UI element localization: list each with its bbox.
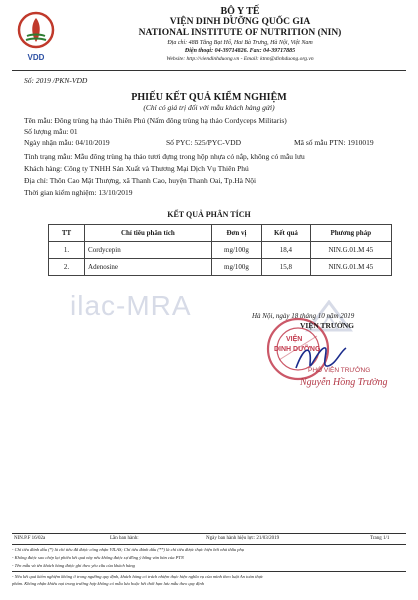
col-unit: Đơn vị (211, 225, 261, 242)
header-block (80, 6, 400, 63)
results-table (48, 224, 392, 276)
table-row (49, 259, 392, 276)
issue-label: Lần ban hành: (110, 536, 139, 541)
issue-date: Ngày ban hành hiệu lực: 21/03/2019 (206, 536, 280, 541)
footer-note: phẩm. Không nhận khiếu nại trong trường hợp không có mẫu lưu hoặc hết thời hạn lưu mẫu theo quy định (12, 581, 205, 586)
sign-date: Hà Nội, ngày 18 tháng 10 năm 2019 (252, 312, 355, 320)
ilac-mra-watermark: ilac-MRA (70, 290, 192, 321)
row-unit: mg/100g (211, 259, 261, 276)
footer-divider (12, 533, 406, 534)
header-divider (12, 70, 406, 71)
received-date: Ngày nhận mẫu: 04/10/2019 (24, 138, 110, 147)
document-subtitle: (Chỉ có giá trị đối với mẫu khách hàng gửi) (143, 103, 275, 112)
document-title: PHIẾU KẾT QUẢ KIỂM NGHIỆM (131, 92, 287, 103)
sample-name: Tên mẫu: Đông trùng hạ thảo Thiên Phú (Nấm đông trùng hạ thảo Cordyceps Militaris) (24, 116, 287, 125)
stamp-text-mid: DINH DƯỠNG (274, 346, 321, 353)
pyc-number: Số PYC: 525/PYC-VDD (166, 138, 242, 147)
ministry-name: BỘ Y TẾ (220, 6, 260, 17)
sample-condition: Tình trạng mẫu: Mẫu đông trùng hạ thảo tươi đựng trong hộp nhựa có nắp, không có mẫu lưu (24, 152, 305, 161)
test-time: Thời gian kiểm nghiệm: 13/10/2019 (24, 188, 133, 197)
row-result: 18,4 (262, 242, 310, 259)
institute-phone: Điện thoại: 04-39714826. Fax: 04-39717885 (184, 48, 296, 54)
footer-divider (12, 571, 406, 572)
customer-name: Khách hàng: Công ty TNHH Sản Xuất và Thương Mại Dịch Vụ Thiên Phú (24, 164, 249, 173)
col-method: Phương pháp (310, 225, 391, 242)
col-result: Kết quả (262, 225, 310, 242)
signer-role: VIỆN TRƯỞNG (300, 321, 354, 330)
row-method: NIN.G.01.M 45 (310, 259, 391, 276)
results-header-row (49, 225, 392, 242)
customer-address: Địa chỉ: Thôn Cao Mật Thượng, xã Thanh Cao, huyện Thanh Oai, Tp.Hà Nội (24, 176, 257, 185)
institute-name-en: NATIONAL INSTITUTE OF NUTRITION (NIN) (138, 28, 342, 38)
signer-name: Nguyễn Hồng Trường (300, 377, 388, 388)
stamp-text-top: VIỆN (286, 336, 303, 343)
footer-note: - Tên mẫu và tên khách hàng được ghi theo yêu cầu của khách hàng (12, 563, 135, 568)
row-parameter: Cordycepin (85, 242, 212, 259)
institute-name-vi: VIỆN DINH DƯỠNG QUỐC GIA (169, 17, 311, 27)
col-tt: TT (49, 225, 85, 242)
page-number: Trang 1/1 (370, 536, 390, 541)
document-number: Số: 2019 /PKN-VDD (24, 76, 88, 85)
institute-address: Địa chỉ: 48B Tăng Bạt Hổ, Hai Bà Trưng, Hà Nội, Việt Nam (167, 40, 313, 46)
row-tt: 2. (49, 259, 85, 276)
col-parameter: Chỉ tiêu phân tích (85, 225, 212, 242)
footer-note: - Không được sao chép lại phiếu kết quả này nếu không được sự đồng ý bằng văn bản của PTN (12, 555, 184, 560)
row-method: NIN.G.01.M 45 (310, 242, 391, 259)
row-parameter: Adenosine (85, 259, 212, 276)
sample-quantity: Số lượng mẫu: 01 (24, 127, 78, 136)
deputy-title: PHÓ VIỆN TRƯỞNG (308, 367, 371, 374)
footer-note: - Nếu kết quả kiểm nghiệm không ở trong ngưỡng quy định, khách hàng có trách nhiệm thực hiện nghĩa vụ của mình theo luật An toàn thực (12, 574, 264, 579)
footer-note: - Chỉ tiêu đánh dấu (*) là chỉ tiêu đã được công nhận VILAS; Chỉ tiêu đánh dấu (**) là chỉ tiêu được thực hiện bởi nhà thầu phụ (12, 547, 245, 552)
institute-website: Website: http://viendinhduong.vn - Email: ktnn@dinhduong.org.vn (166, 56, 314, 62)
lab-sample-code: Mã số mẫu PTN: 1910019 (294, 138, 374, 147)
row-unit: mg/100g (211, 242, 261, 259)
results-heading: KẾT QUẢ PHÂN TÍCH (167, 210, 251, 219)
footer-divider (12, 544, 406, 545)
form-code: NIN.P.F 16/02a (14, 536, 46, 541)
logo-text: VDD (27, 53, 45, 62)
row-tt: 1. (49, 242, 85, 259)
row-result: 15,8 (262, 259, 310, 276)
table-row (49, 242, 392, 259)
